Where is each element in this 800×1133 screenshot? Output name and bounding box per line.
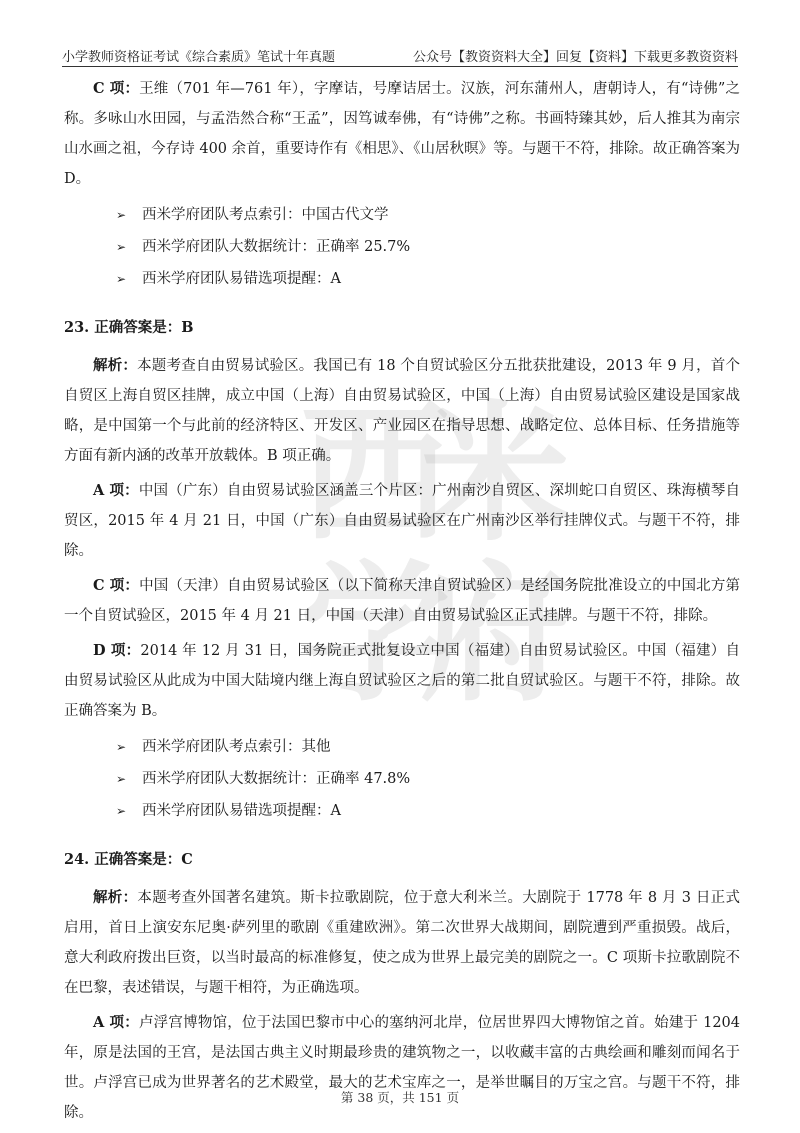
q23-bullet	[116, 795, 740, 827]
analysis-text: 本题考查外国著名建筑。斯卡拉歌剧院，位于意大利米兰。大剧院于 1778 年 8 月 3 日正式启用，首日上演安东尼奥·萨列里的歌剧《重建欧洲》。第二次世界大战期间，剧院遭到严重损毁。战后，意大利政府拨出巨资，以当时最高的标准修复，使之成为世界上最完美的剧院之一。C 项斯卡拉歌剧院不在巴黎，表述错误，与题干相符，为正确选项。	[64, 890, 740, 996]
arrow-bullet-icon: ➢	[116, 208, 127, 222]
q24-option-a	[64, 1008, 740, 1128]
q22-option-c	[64, 74, 740, 194]
q23-bullet	[116, 763, 740, 795]
option-text: 卢浮宫博物馆，位于法国巴黎市中心的塞纳河北岸，位居世界四大博物馆之首。始建于 1204 年，原是法国的王宫，是法国古典主义时期最珍贵的建筑物之一，以收藏丰富的古典绘画和雕刻而闻名于世。卢浮宫已成为世界著名的艺术殿堂，最大的艺术宝库之一，是举世瞩目的万宝之宫。与题干不符，排除。	[64, 1015, 740, 1121]
header-title: 小学教师资格证考试《综合素质》笔试十年真题	[62, 50, 336, 65]
option-label: D 项：	[93, 642, 141, 659]
q23-option-d	[64, 636, 740, 726]
option-text: 2014 年 12 月 31 日，国务院正式批复设立中国（福建）自由贸易试验区。中国（福建）自由贸易试验区从此成为中国大陆境内继上海自贸试验区之后的第二批自贸试验区。与题干不符，排除。故正确答案为 B。	[64, 643, 740, 719]
option-label: A 项：	[93, 482, 139, 499]
q23-option-c	[64, 571, 740, 631]
analysis-label: 解析：	[93, 357, 138, 374]
watermark-char: 西	[300, 388, 445, 562]
bullet-text: 西米学府团队易错选项提醒：A	[142, 271, 341, 287]
option-label: A 项：	[93, 1014, 139, 1031]
page-content	[64, 74, 740, 1133]
q23-analysis	[64, 351, 740, 471]
q24-answer-heading: 24. 正确答案是：C	[64, 851, 193, 868]
bullet-text: 西米学府团队考点索引：其他	[142, 739, 331, 755]
watermark-char: 米	[420, 388, 565, 562]
bullet-text: 西米学府团队大数据统计：正确率 47.8%	[142, 771, 411, 787]
q23-bullet	[116, 731, 740, 763]
q22-bullet	[116, 199, 740, 231]
option-text: 中国（广东）自由贸易试验区涵盖三个片区：广州南沙自贸区、深圳蛇口自贸区、珠海横琴自贸区，2015 年 4 月 21 日，中国（广东）自由贸易试验区在广州南沙区举行挂牌仪式。与题干不符，排除。	[64, 483, 740, 559]
arrow-bullet-icon: ➢	[116, 772, 127, 786]
arrow-bullet-icon: ➢	[116, 804, 127, 818]
q23-answer-heading: 23. 正确答案是：B	[64, 319, 194, 336]
page-number: 第 38 页，共 151 页	[340, 1090, 460, 1105]
option-text: 中国（天津）自由贸易试验区（以下简称天津自贸试验区）是经国务院批准设立的中国北方第一个自贸试验区，2015 年 4 月 21 日，中国（天津）自由贸易试验区正式挂牌。与题干不符，排除。	[64, 578, 740, 624]
bullet-text: 西米学府团队易错选项提醒：A	[142, 803, 341, 819]
bullet-text: 西米学府团队大数据统计：正确率 25.7%	[142, 239, 411, 255]
bullet-text: 西米学府团队考点索引：中国古代文学	[142, 207, 389, 223]
q22-bullet	[116, 263, 740, 295]
analysis-text: 本题考查自由贸易试验区。我国已有 18 个自贸试验区分五批获批建设，2013 年 9 月，首个自贸区上海自贸区挂牌，成立中国（上海）自由贸易试验区，中国（上海）自由贸易试验区建设是国家战略，是中国第一个与此前的经济特区、开发区、产业园区在指导思想、战略定位、总体目标、任务措施等方面有新内涵的改革开放载体。B 项正确。	[64, 358, 741, 464]
watermark-char: 学	[300, 548, 445, 722]
option-label: C 项：	[93, 80, 140, 97]
watermark-char: 府	[420, 548, 565, 722]
q24-analysis	[64, 883, 740, 1003]
q22-bullet	[116, 231, 740, 263]
q23-option-a	[64, 476, 740, 566]
option-text: 王维（701 年—761 年），字摩诘，号摩诘居士。汉族，河东蒲州人，唐朝诗人，有“诗佛”之称。多咏山水田园，与孟浩然合称“王孟”，因笃诚奉佛，有“诗佛”之称。书画特臻其妙，后人推其为南宗山水画之祖，今存诗 400 余首，重要诗作有《相思》、《山居秋暝》等。与题干不符，排除。故正确答案为D。	[64, 81, 740, 187]
header-promo: 公众号【教资资料大全】回复【资料】下载更多教资资料	[412, 50, 738, 65]
page-header	[62, 44, 738, 67]
arrow-bullet-icon: ➢	[116, 740, 127, 754]
analysis-label: 解析：	[93, 889, 138, 906]
arrow-bullet-icon: ➢	[116, 240, 127, 254]
arrow-bullet-icon: ➢	[116, 272, 127, 286]
option-label: C 项：	[93, 577, 140, 594]
